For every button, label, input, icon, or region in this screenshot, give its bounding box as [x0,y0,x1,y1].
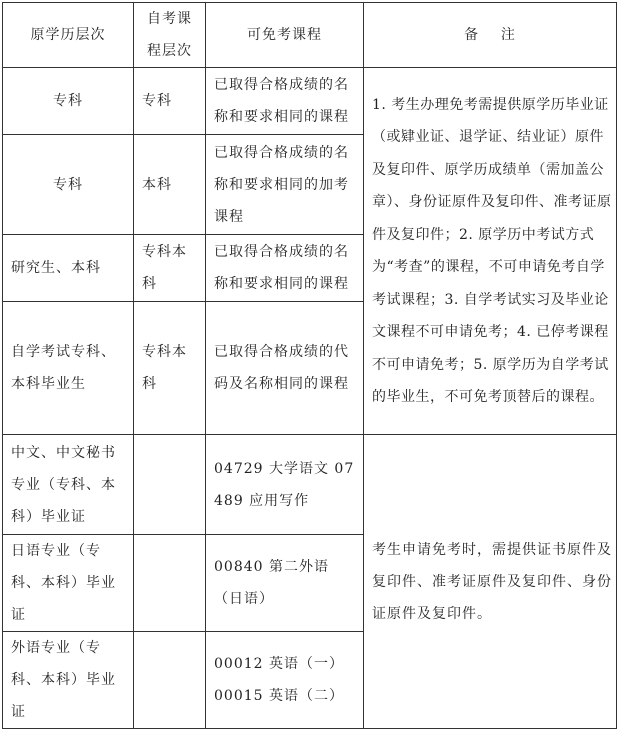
cell-exempt-courses [206,535,364,632]
cell-course-level [134,435,206,535]
cell-course-level [134,302,206,435]
cell-original-education [3,632,134,729]
cell-course-level: 本科 [134,135,206,235]
cell-original-education [3,535,134,632]
cell-course-level-text: 专科本科 [142,344,187,392]
cell-exempt-courses-text: 00012 英语（一） 00015 英语（二） [214,656,344,704]
cell-original-education-text: 中文、中文秘书专业（专科、本科）毕业证 [11,444,116,525]
header-course-level [134,3,206,68]
exemption-table [2,2,617,729]
cell-original-education-text: 外语专业（专科、本科）毕业证 [11,640,116,720]
cell-exempt-courses [206,435,364,535]
notes-text-2: 考生申请免考时，需提供证书原件及复印件、准考证原件及复印件、身份证原件及复印件。 [372,541,612,622]
cell-exempt-courses-text: 已取得合格成绩的名称和要求相同的加考课程 [214,144,349,225]
cell-notes-2 [364,435,617,729]
cell-exempt-courses-text: 04729 大学语文 07489 应用写作 [214,460,355,509]
notes-text-1: 1. 考生办理免考需提供原学历毕业证（或肄业证、退学证、结业证）原件及复印件、原学历成绩单（需加盖公章）、身份证原件及复印件、准考证原件及复印件；2. 原学历中考试方式为“考查”的课程，不可申请免考自学考试课程；3. 自学考试实习及毕业论文课程不可申请免考；4. 已停考课程不可申请免考；5. 原学历为自学考试的毕业生，不可免考顶替后的课程。 [372,96,612,405]
cell-course-level [134,235,206,302]
cell-original-education: 研究生、本科 [3,235,134,302]
cell-original-education: 专科 [3,135,134,235]
cell-exempt-courses [206,302,364,435]
cell-original-education [3,435,134,535]
cell-exempt-courses [206,235,364,302]
cell-exempt-courses [206,632,364,729]
cell-original-education: 专科 [3,68,134,135]
cell-original-education-text: 日语专业（专科、本科）毕业证 [11,543,116,623]
cell-original-education [3,302,134,435]
cell-notes-1 [364,68,617,435]
cell-course-level [134,535,206,632]
cell-exempt-courses-text: 已取得合格成绩的名称和要求相同的课程 [214,77,349,125]
cell-exempt-courses-text: 已取得合格成绩的名称和要求相同的课程 [214,244,349,292]
cell-exempt-courses-text: 已取得合格成绩的代码及名称相同的课程 [214,344,349,392]
cell-course-level [134,632,206,729]
header-exempt-courses: 可免考课程 [206,3,364,68]
cell-exempt-courses [206,68,364,135]
header-notes: 备 注 [364,3,617,68]
cell-course-level-text: 专科本科 [142,244,187,292]
table-row [3,68,617,135]
cell-exempt-courses [206,135,364,235]
header-original-education: 原学历层次 [3,3,134,68]
table-row [3,435,617,535]
header-course-level-text: 自考课程层次 [147,11,192,59]
cell-exempt-courses-text: 00840 第二外语（日语） [214,559,329,607]
cell-course-level: 专科 [134,68,206,135]
cell-original-education-text: 自学考试专科、本科毕业生 [11,344,116,392]
header-row [3,3,617,68]
